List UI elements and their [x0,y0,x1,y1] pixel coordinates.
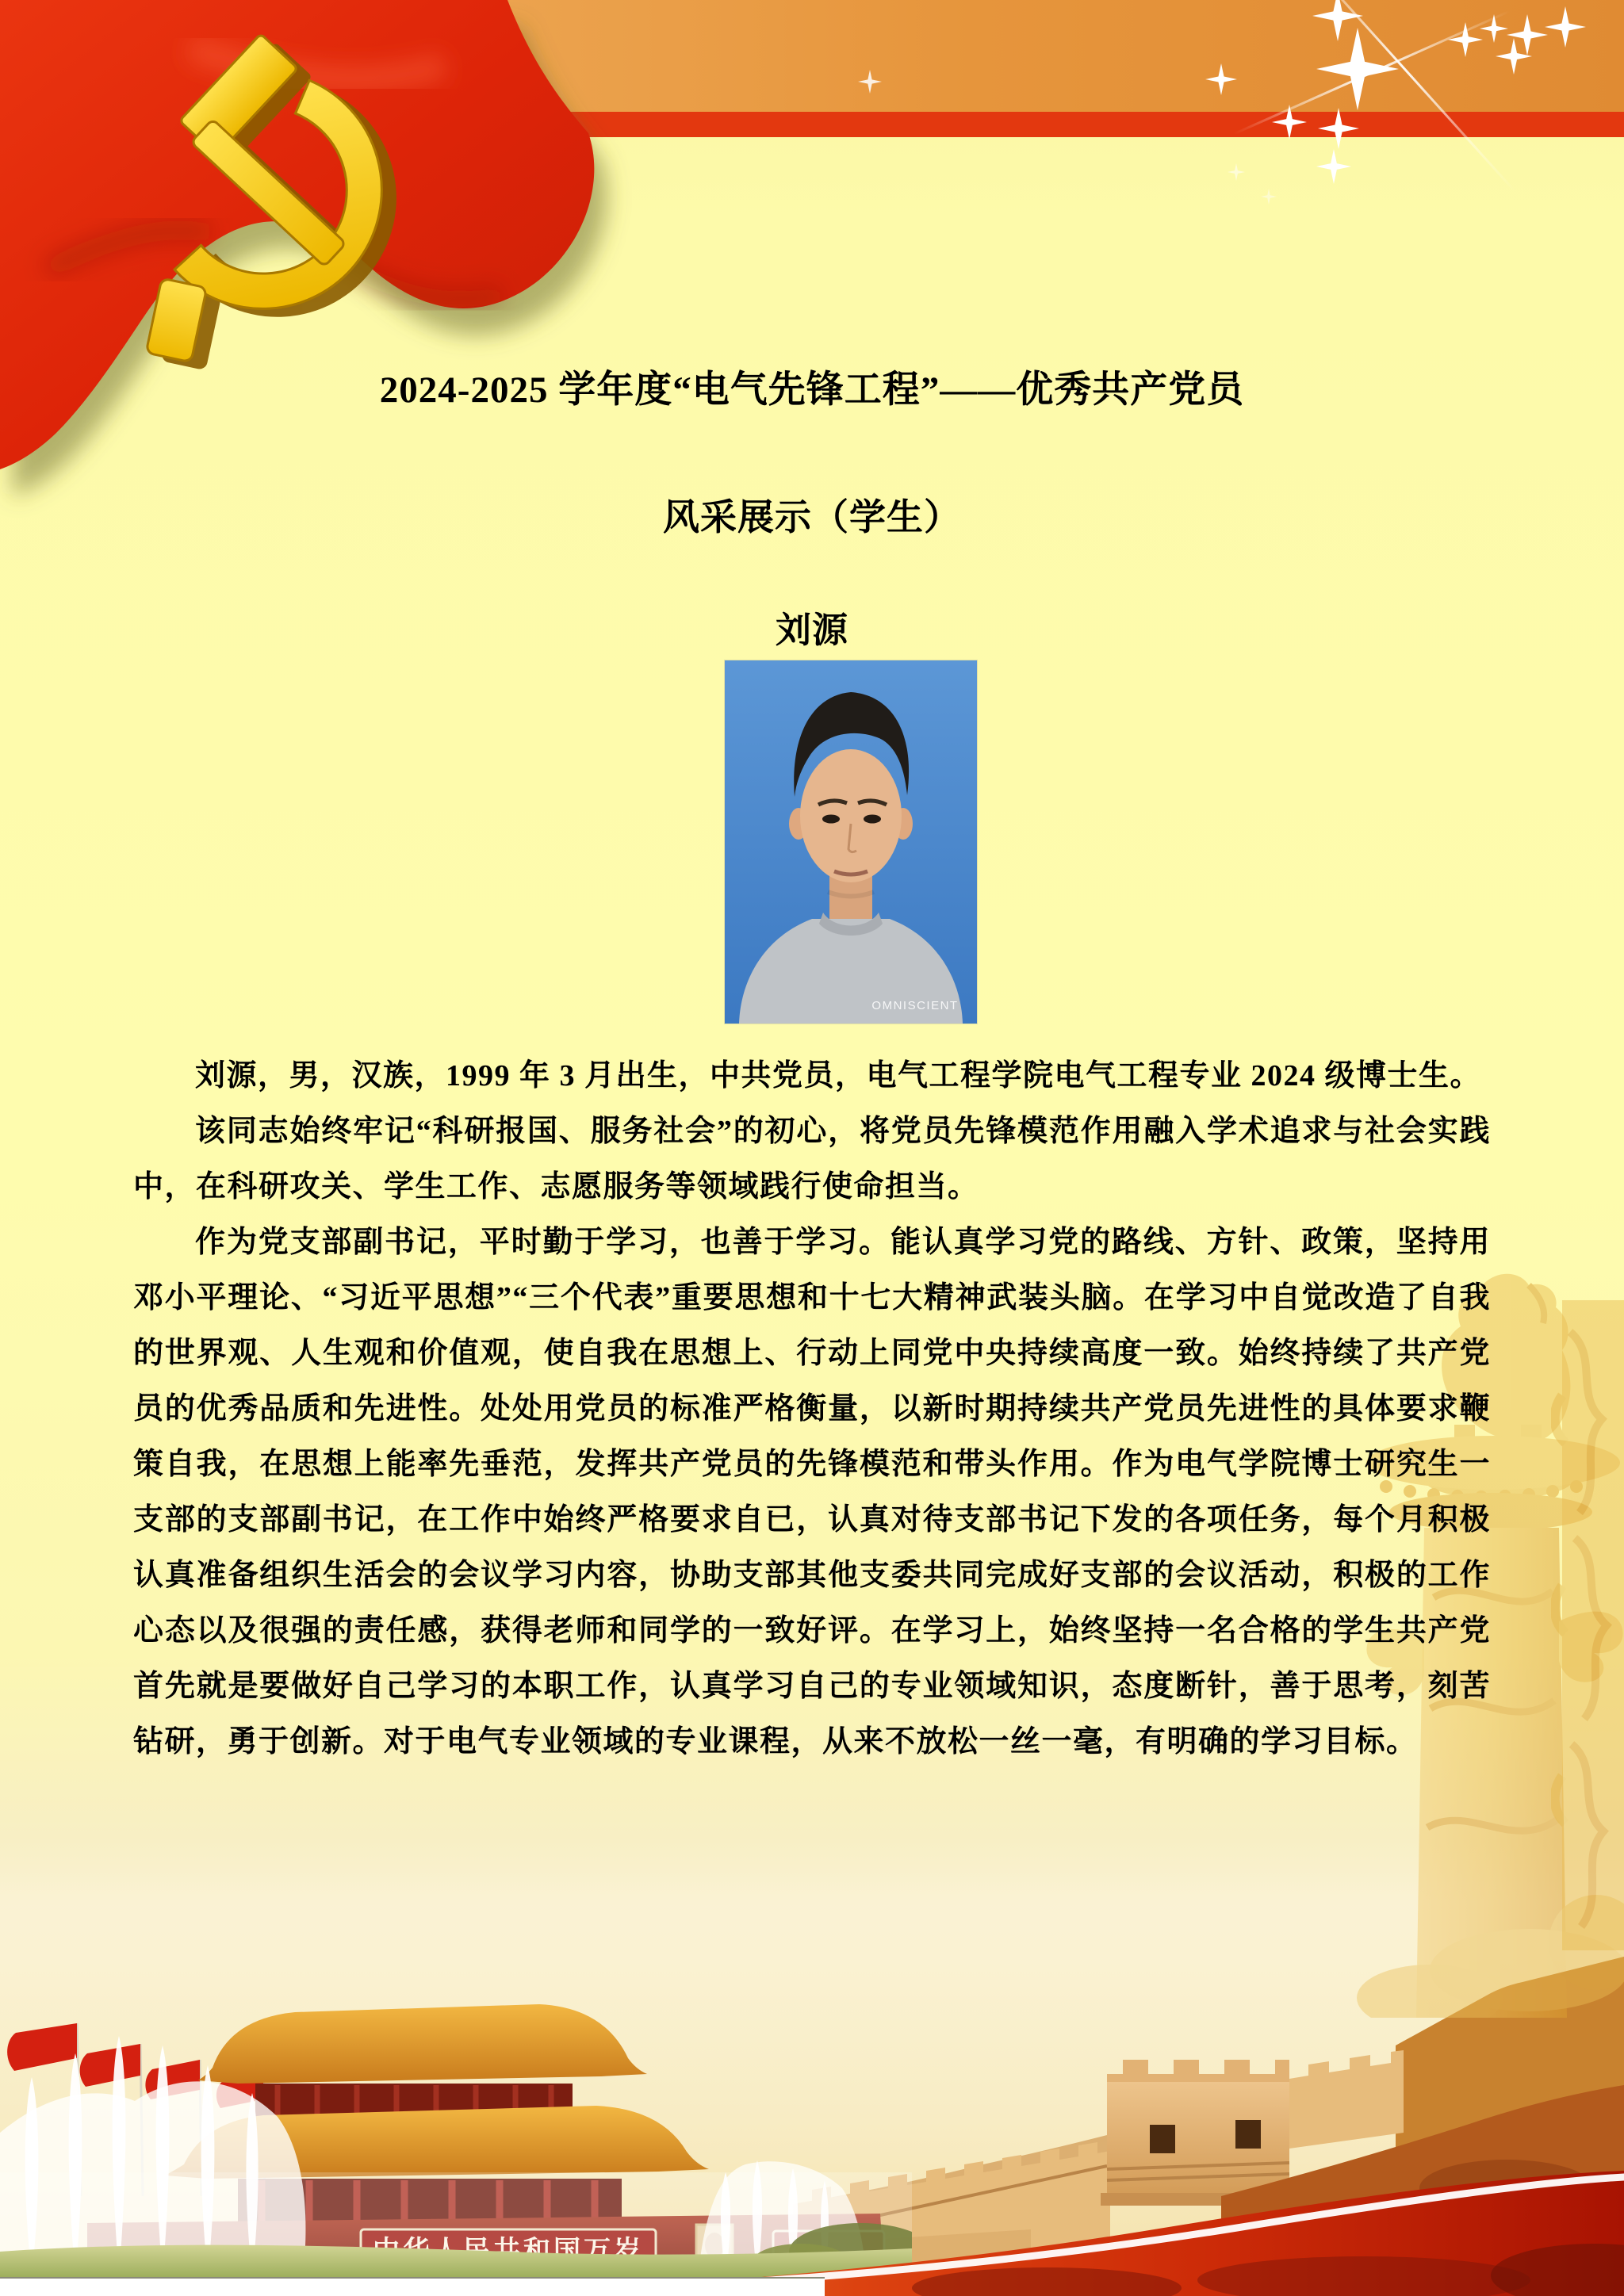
gold-texture-watermark [1551,1300,1624,1950]
bio-paragraph: 作为党支部副书记，平时勤于学习，也善于学习。能认真学习党的路线、方针、政策，坚持用邓小平理论、“习近平思想”“三个代表”重要思想和十七大精神武装头脑。在学习中自觉改造了自我的世界观、人生观和价值观，使自我在思想上、行动上同党中央持续高度一致。始终持续了共产党员的优秀品质和先进性。处处用党员的标准严格衡量，以新时期持续共产党员先进性的具体要求鞭策自我，在思想上能率先垂范，发挥共产党员的先锋模范和带头作用。作为电气学院博士研究生一支部的支部副书记，在工作中始终严格要求自已，认真对待支部书记下发的各项任务，每个月积极认真准备组织生活会的会议学习内容，协助支部其他支委共同完成好支部的会议活动，积极的工作心态以及很强的责任感，获得老师和同学的一致好评。在学习上，始终坚持一名合格的学生共产党首先就是要做好自己学习的本职工作，认真学习自己的专业领域知识，态度断针，善于思考，刻苦钻研，勇于创新。对于电气专业领域的专业课程，从来不放松一丝一毫，有明确的学习目标。 [133,1226,1491,1758]
page-title: 2024-2025 学年度“电气先锋工程”——优秀共产党员 [379,369,1245,411]
bio-paragraph: 该同志始终牢记“科研报国、服务社会”的初心，将党员先锋模范作用融入学术追求与社会实践中，在科研攻关、学生工作、志愿服务等领域践行使命担当。 [133,1115,1491,1203]
bio-paragraph: 刘源，男，汉族，1999 年 3 月出生，中共党员，电气工程学院电气工程专业 2024 级博士生。 [195,1059,1482,1093]
footer-margin [0,2277,825,2296]
photo-watermark: OMNISCIENT [871,999,959,1012]
red-ribbon [0,2133,1624,2296]
sparkle-icon [1228,163,1245,181]
party-flag [0,0,920,555]
id-photo [725,660,977,1024]
sparkle-icon [1316,149,1351,184]
biography-text [133,1048,1491,1770]
person-name: 刘源 [775,610,848,650]
page-subtitle: 风采展示（学生） [663,497,961,538]
face [800,749,902,882]
sparkle-icon [1261,189,1277,205]
